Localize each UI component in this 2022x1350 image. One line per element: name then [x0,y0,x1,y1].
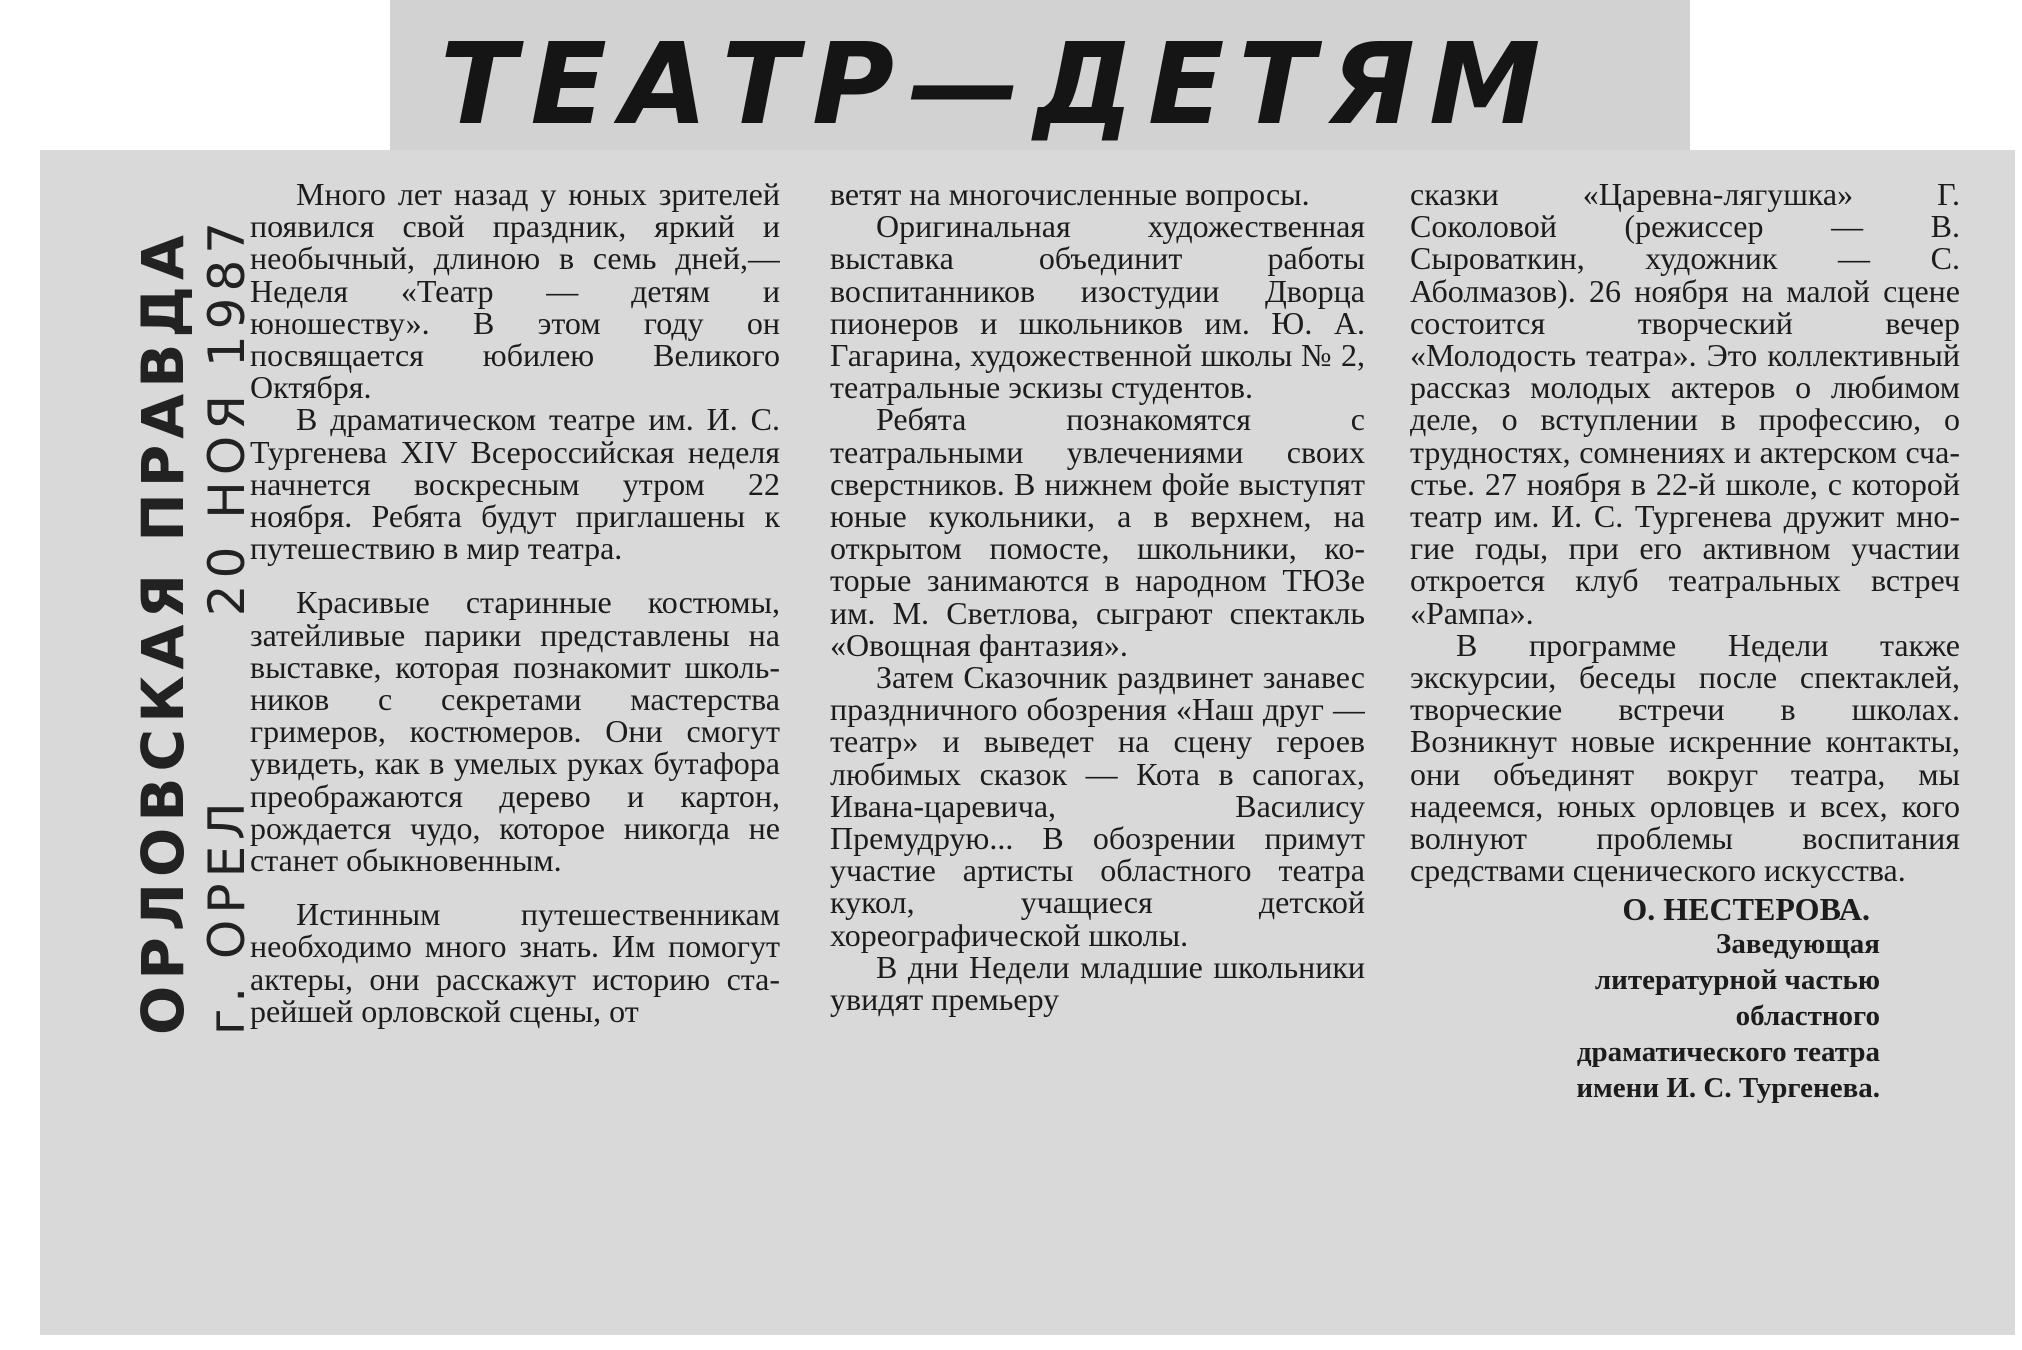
stamp-date: 20 НОЯ 1987 [198,215,256,617]
article-column-2 [830,178,1365,1328]
paragraph: Истинным путешественникам необходимо много знать. Им помогут актеры, они расскажут историю старейшей орловской сцены, от [250,896,780,1029]
signature-position-line: литературной частью [1594,964,1880,997]
paragraph: Оригинальная художественная выставка объединит работы воспитанников изостудии Дворца пионеров и школьников им. Ю. А. Гагарина, художественной школы № 2, театральные эскизы студентов. [830,208,1365,406]
signature-author: О. НЕСТЕРОВА. [1622,891,1870,928]
paragraph: Ребята познакомятся с театральными увлечениями своих сверстников. В нижнем фойе выступят юные кукольники, а в верхнем, на открытом помосте, школьники, которые занимаются в народном ТЮЗе им. М. Светлова, сыграют спектакль «Овощная фантазия». [830,401,1365,663]
paragraph: В драматическом театре им. И. С. Тургенева XIV Всероссийская неделя начнется воскресным утром 22 ноября. Ребята будут приглашены к путешествию в мир театра. [250,401,780,567]
paragraph: ветят на многочисленные вопросы. [830,178,1310,212]
headline: ТЕАТР—ДЕТЯМ [440,25,1555,145]
paragraph: В дни Недели младшие школьники увидят премьеру [830,948,1365,1018]
stamp-line-two [196,35,258,1035]
stamp-newspaper [130,35,196,1035]
article-column-3 [1410,178,1960,1328]
signature-position-line: областного [1735,1000,1880,1033]
paragraph: В программе Недели также экскурсии, беседы после спектаклей, творческие встречи в школах. Возникнут новые искренние контакты, они объединят вокруг театра, мы надеемся, юных орловцев и всех, кого волнуют проблемы воспитания средствами сценического искусства. [1410,626,1960,889]
stamp-city: г. ОРЕЛ [198,796,256,1035]
signature-position-line: драматического театра [1576,1036,1880,1069]
paragraph: Красивые старинные костюмы, затейливые парики представлены на выставке, которая познакомит школьников с секретами мастерства гримеров, костюмеров. Они смогут увидеть, как в умелых руках бутафора преображаются дерево и картон, рождается чудо, которое никогда не станет обыкновенным. [250,584,780,879]
paragraph: Много лет назад у юных зрителей появился свой праздник, яркий и необычный, длиною в семь дней,— Неделя «Театр — детям и юношеству». В этом году он посвящается юбилею Великого Октября. [250,178,780,406]
signature-position-line: имени И. С. Тургенева. [1576,1072,1880,1105]
paragraph: Затем Сказочник раздвинет занавес праздничного обозрения «Наш друг — театр» и выведет на сцену героев любимых сказок — Кота в сапогах, Ивана-царевича, Василису Премудрую... В обозрении примут участие артисты областного театра кукол, учащиеся детской хореографической школы. [830,659,1365,953]
article-column-1 [250,178,780,1328]
signature-position-line: Заведующая [1716,928,1880,961]
stamp-newspaper-name: ОРЛОВСКАЯ ПРАВДА [129,229,197,1035]
archive-stamp [130,35,270,1035]
signature [1410,892,1960,1106]
paragraph: сказки «Царевна-лягушка» Г. Соколовой (режиссер — В. Сыроваткин, художник — С. Аболмазов). 26 ноября на малой сцене состоится творческий вечер «Молодость театра». Это коллективный рассказ молодых актеров о любимом деле, о вступлении в профессию, о трудностях, сомнениях и актерском счастье. 27 ноября в 22-й школе, с которой театр им. И. С. Тургенева дружит многие годы, при его активном участии откроется клуб театральных встреч «Рампа». [1410,178,1960,631]
